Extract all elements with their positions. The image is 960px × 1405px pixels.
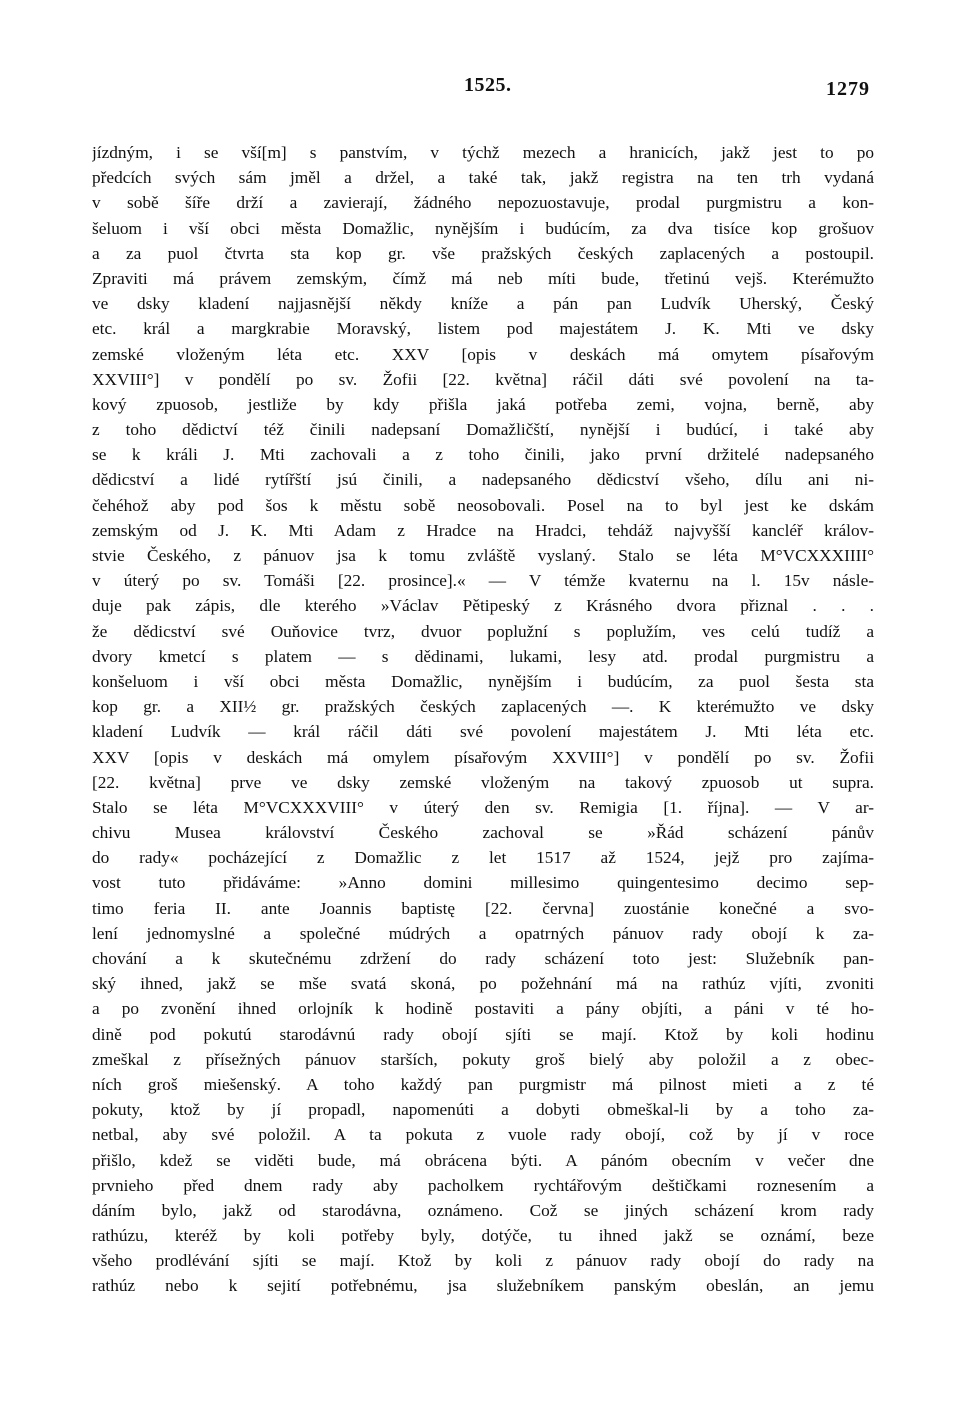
text-line: do rady« pocházející z Domažlic z let 1517 až 1524, jejž pro zajíma- bbox=[92, 848, 874, 868]
text-line: čehéhož aby pod šos k městu sobě neosobovali. Posel na to byl jest ke dskám bbox=[92, 495, 874, 515]
text-line: zmeškal z přísežných pánuov starších, pokuty groš bielý aby položil a z obec- bbox=[92, 1049, 874, 1069]
text-line: Zpraviti má právem zemským, čímž má neb míti bude, třetinú vejš. Kterémužto bbox=[92, 268, 874, 288]
text-line: rathúzu, kteréž by koli potřeby byly, dotýče, tu ihned jakž se oznámí, beze bbox=[92, 1226, 874, 1246]
text-line: pokuty, ktož by jí propadl, napomenúti a dobyti obmeškal-li by a toho za- bbox=[92, 1100, 874, 1120]
text-line: timo feria II. ante Joannis baptistę [22. června] zuostánie konečné a svo- bbox=[92, 898, 874, 918]
text-line: dědicství a lidé rytířští jsú činili, a nadepsaného dědicství všeho, dílu ani ni- bbox=[92, 470, 874, 490]
text-line: všeho prodlévání sjíti se mají. Ktož by koli z pánuov rady obojí do rady na bbox=[92, 1251, 874, 1271]
text-line: XXVIII°] v pondělí po sv. Žofii [22. května] ráčil dáti své povolení na ta- bbox=[92, 369, 874, 389]
text-line: ve dsky kladení najjasnější někdy kníže a pán pan Ludvík Uherský, Český bbox=[92, 294, 874, 314]
text-line: v úterý po sv. Tomáši [22. prosince].« — V témže kvaternu na l. 15v násle- bbox=[92, 571, 874, 591]
text-line: v sobě šíře drží a zavierají, žádného nepozuostavuje, prodal purgmistru a kon- bbox=[92, 193, 874, 213]
text-line: konšeluom i vší obci města Domažlic, nynějším i budúcím, za puol šesta sta bbox=[92, 671, 874, 691]
text-line: dině pod pokutú starodávnú rady obojí sjíti se mají. Ktož by koli hodinu bbox=[92, 1024, 874, 1044]
text-line: se k králi J. Mti zachovali a z toho činili, jako první držitelé nadepsaného bbox=[92, 445, 874, 465]
text-line: že dědicství své Ouňovice tvrz, dvuor poplužní s poplužím, ves celú tudíž a bbox=[92, 621, 874, 641]
text-line: ský ihned, jakž se mše svatá skoná, po požehnání má na rathúz vjíti, zvoniti bbox=[92, 974, 874, 994]
text-line: Stalo se léta M°VCXXXVIII° v úterý den sv. Remigia [1. října]. — V ar- bbox=[92, 797, 874, 817]
text-line: kladení Ludvík — král ráčil dáti své povolení majestátem J. Mti léta etc. bbox=[92, 722, 874, 742]
text-line: chování a k skutečnému zdržení do rady scházení toto jest: Služebník pan- bbox=[92, 949, 874, 968]
text-line: z toho dědictví též činili nadepsaní Domažličští, nynější i budúcí, i také aby bbox=[92, 420, 874, 440]
text-line: přišlo, kdež se viděti bude, má obrácena býti. A pánóm obecním v večer dne bbox=[92, 1150, 874, 1170]
text-line: ních groš miešenský. A toho každý pan purgmistr má pilnost mieti a z té bbox=[92, 1074, 874, 1094]
text-line: prvnieho před dnem rady aby pacholkem rychtářovým deštičkami roznesením a bbox=[92, 1175, 874, 1195]
text-line: netbal, aby své položil. A ta pokuta z vuole rady obojí, což by jí v roce bbox=[92, 1125, 874, 1145]
text-line: dáním bylo, jakž od starodávna, oznámeno. Což se jiných scházení krom rady bbox=[92, 1200, 874, 1220]
text-line: lení jednomyslné a společné múdrých a opatrných pánuov rady obojí k za- bbox=[92, 923, 874, 943]
text-line: [22. května] prve ve dsky zemské vloženým na takový zpuosob ut supra. bbox=[92, 772, 874, 792]
text-line: stvie Českého, z pánuov jsa k tomu zvláště vyslaný. Stalo se léta M°VCXXXIIII° bbox=[92, 546, 874, 565]
page-header bbox=[92, 74, 872, 104]
text-line: rathúz nebo k sejití potřebnému, jsa služebníkem panským obeslán, an jemu bbox=[92, 1276, 874, 1296]
page-number: 1279 bbox=[826, 78, 870, 100]
text-line: předcích svých sám jměl a držel, a také tak, jakž registra na ten trh vydaná bbox=[92, 168, 874, 188]
text-line: zemské vloženým léta etc. XXV [opis v deskách má omytem písařovým bbox=[92, 344, 874, 364]
text-line: dvory kmetcí s platem — s dědinami, lukami, lesy atd. prodal purgmistru a bbox=[92, 646, 874, 666]
text-line: chivu Musea království Českého zachoval se »Řád scházení pánův bbox=[92, 823, 874, 843]
running-head-year: 1525. bbox=[464, 74, 512, 96]
text-line: vost tuto přidáváme: »Anno domini millesimo quingentesimo decimo sep- bbox=[92, 873, 874, 893]
text-line: duje pak zápis, dle kterého »Václav Pětipeský z Krásného dvora přiznal . . . bbox=[92, 596, 874, 616]
body-text bbox=[92, 140, 874, 1299]
text-line: etc. král a margkrabie Moravský, listem pod majestátem J. K. Mti ve dsky bbox=[92, 319, 874, 339]
text-line: kop gr. a XII½ gr. pražských českých zaplacených —. K kterémužto ve dsky bbox=[92, 697, 874, 717]
text-line: jízdným, i se vší[m] s panstvím, v týchž mezech a hranicích, jakž jest to po bbox=[92, 143, 874, 162]
text-line: a po zvonění ihned orlojník k hodině postaviti a pány objíti, a páni v té ho- bbox=[92, 999, 874, 1019]
text-line: kový zpuosob, jestliže by kdy přišla jaká potřeba zemi, vojna, berně, aby bbox=[92, 394, 874, 414]
text-line: zemským od J. K. Mti Adam z Hradce na Hradci, tehdáž najvyšší kancléř králov- bbox=[92, 520, 874, 540]
text-line: a za puol čtvrta sta kop gr. vše pražských českých zaplacených a postoupil. bbox=[92, 243, 874, 263]
text-line: XXV [opis v deskách má omylem písařovým XXVIII°] v pondělí po sv. Žofii bbox=[92, 747, 874, 767]
text-line: šeluom i vší obci města Domažlic, nynějším i budúcím, za dva tisíce kop grošuov bbox=[92, 218, 874, 238]
